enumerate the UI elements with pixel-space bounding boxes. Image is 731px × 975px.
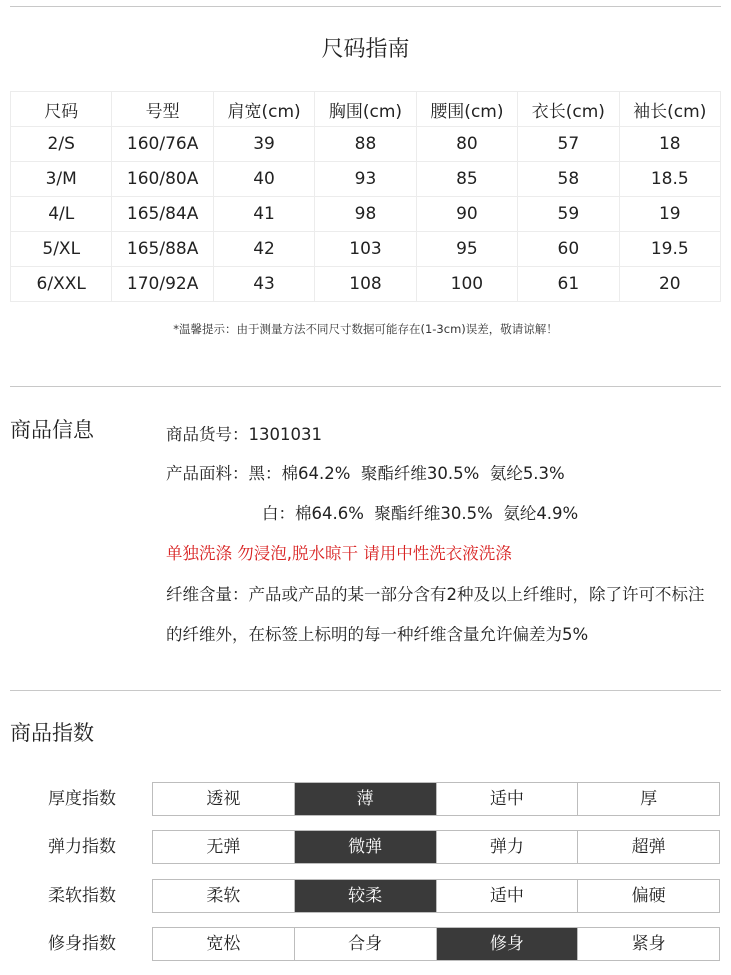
- table-cell: 41: [213, 197, 314, 232]
- table-cell: 19.5: [619, 232, 720, 267]
- header-shoulder: 肩宽(cm): [213, 92, 314, 127]
- table-row: [11, 162, 721, 197]
- table-cell: 20: [619, 267, 720, 302]
- sku-line: 商品货号：1301031: [166, 425, 322, 444]
- table-row: [11, 232, 721, 267]
- table-cell: 165/84A: [112, 197, 213, 232]
- table-cell: 108: [315, 267, 416, 302]
- index-label: 修身指数: [48, 934, 116, 954]
- table-cell: 2/S: [11, 127, 112, 162]
- index-option: 适中: [437, 783, 579, 815]
- header-size: 尺码: [11, 92, 112, 127]
- table-cell: 4/L: [11, 197, 112, 232]
- size-guide-title: 尺码指南: [321, 37, 410, 62]
- table-cell: 59: [518, 197, 619, 232]
- header-sleeve: 袖长(cm): [619, 92, 720, 127]
- top-divider: [10, 6, 721, 7]
- table-cell: 90: [416, 197, 517, 232]
- index-row-softness: [0, 879, 731, 913]
- index-option: 柔软: [153, 880, 295, 912]
- table-cell: 5/XL: [11, 232, 112, 267]
- index-option: 无弹: [153, 831, 295, 863]
- header-length: 衣长(cm): [518, 92, 619, 127]
- table-cell: 58: [518, 162, 619, 197]
- table-cell: 103: [315, 232, 416, 267]
- table-cell: 18.5: [619, 162, 720, 197]
- table-cell: 43: [213, 267, 314, 302]
- care-instructions: 单独洗涤 勿浸泡,脱水晾干 请用中性洗衣液洗涤: [166, 544, 512, 563]
- index-row-thickness: [0, 782, 731, 816]
- fabric-white-line: 白：棉64.6% 聚酯纤维30.5% 氨纶4.9%: [262, 504, 579, 523]
- index-option-selected: 薄: [295, 783, 437, 815]
- product-index-heading: 商品指数: [10, 721, 94, 745]
- table-cell: 80: [416, 127, 517, 162]
- section-divider: [10, 690, 721, 691]
- table-row: [11, 267, 721, 302]
- table-row: [11, 197, 721, 232]
- index-option-selected: 微弹: [295, 831, 437, 863]
- size-note: *温馨提示：由于测量方法不同尺寸数据可能存在(1-3cm)误差，敬请谅解！: [173, 322, 558, 336]
- index-label: 厚度指数: [48, 789, 116, 809]
- table-cell: 98: [315, 197, 416, 232]
- index-option-selected: 较柔: [295, 880, 437, 912]
- index-option: 超弹: [631, 837, 666, 857]
- index-option: 适中: [437, 880, 579, 912]
- fiber-content-note: 纤维含量：产品或产品的某一部分含有2种及以上纤维时，除了许可不标注的纤维外，在标签上标明的每一种纤维含量允许偏差为5%: [166, 585, 705, 644]
- index-row-fit: [0, 927, 731, 961]
- index-label: 弹力指数: [48, 837, 116, 857]
- index-option-selected: 修身: [437, 928, 579, 960]
- table-row: [11, 127, 721, 162]
- section-divider: [10, 386, 721, 387]
- index-option: 厚: [640, 789, 658, 809]
- table-cell: 18: [619, 127, 720, 162]
- table-cell: 42: [213, 232, 314, 267]
- table-cell: 57: [518, 127, 619, 162]
- table-cell: 93: [315, 162, 416, 197]
- index-option: 偏硬: [631, 886, 666, 906]
- table-cell: 6/XXL: [11, 267, 112, 302]
- index-options: [152, 879, 720, 913]
- table-cell: 85: [416, 162, 517, 197]
- table-cell: 160/76A: [112, 127, 213, 162]
- table-cell: 95: [416, 232, 517, 267]
- table-cell: 170/92A: [112, 267, 213, 302]
- header-model: 号型: [112, 92, 213, 127]
- header-chest: 胸围(cm): [315, 92, 416, 127]
- table-cell: 39: [213, 127, 314, 162]
- size-table: [10, 91, 721, 302]
- size-table-header-row: [11, 92, 721, 127]
- table-cell: 100: [416, 267, 517, 302]
- index-option: 透视: [153, 783, 295, 815]
- fabric-black-line: 产品面料：黑：棉64.2% 聚酯纤维30.5% 氨纶5.3%: [166, 464, 565, 483]
- table-cell: 19: [619, 197, 720, 232]
- index-option: 宽松: [153, 928, 295, 960]
- index-label: 柔软指数: [48, 886, 116, 906]
- index-options: [152, 927, 720, 961]
- product-info-heading: 商品信息: [10, 418, 94, 442]
- index-option: 合身: [295, 928, 437, 960]
- index-row-elasticity: [0, 830, 731, 864]
- index-option: 弹力: [437, 831, 579, 863]
- table-cell: 40: [213, 162, 314, 197]
- header-waist: 腰围(cm): [416, 92, 517, 127]
- index-options: [152, 782, 720, 816]
- table-cell: 88: [315, 127, 416, 162]
- index-options: [152, 830, 720, 864]
- table-cell: 160/80A: [112, 162, 213, 197]
- table-cell: 3/M: [11, 162, 112, 197]
- table-cell: 165/88A: [112, 232, 213, 267]
- table-cell: 61: [518, 267, 619, 302]
- index-option: 紧身: [631, 934, 666, 954]
- table-cell: 60: [518, 232, 619, 267]
